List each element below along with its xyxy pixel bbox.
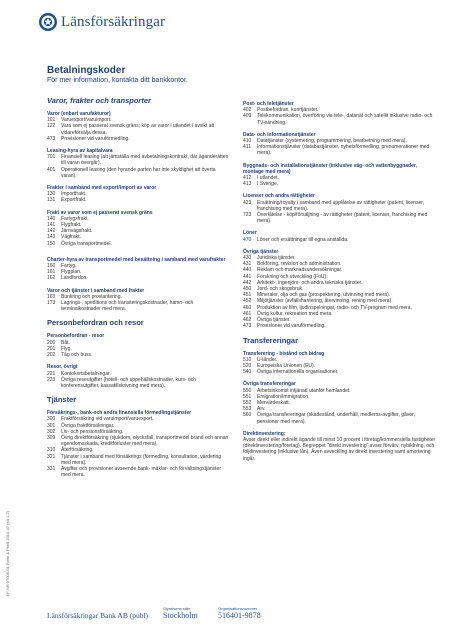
code-description: Överlåtelse - köp/försäljning - av rättigheter (patent, licenser, franchising med mera). [257, 212, 428, 225]
group-title: Övriga tjänster [243, 248, 279, 255]
code-number: 173 [47, 300, 56, 307]
document-id: LF-NR 57006-01 Form & Profil 2010-07 (ed 1.2) [5, 511, 10, 596]
group-title: Direktinvestering: [243, 430, 286, 437]
section-title-services: Tjänster [47, 395, 77, 405]
code-description: Emigration/immigration. [257, 393, 310, 400]
code-group [47, 148, 232, 179]
code-description: Arv. [257, 406, 266, 413]
group-title: Post- och teletjänster [243, 101, 294, 107]
code-group [243, 132, 438, 157]
code-row [47, 435, 232, 447]
code-number: 550 [243, 387, 252, 394]
code-number: 540 [243, 369, 252, 376]
code-number: 473 [47, 135, 56, 142]
code-number: 201 [47, 345, 56, 352]
right-column [243, 101, 438, 468]
group-title: Löner [243, 230, 257, 237]
code-description: Järnvägsfrakt. [61, 228, 93, 235]
code-number: 302 [47, 428, 56, 435]
code-number: 163 [47, 293, 56, 300]
code-number: 431 [243, 261, 252, 268]
code-description: Övrig kultur, rekreation med mera. [257, 310, 333, 317]
code-row [47, 197, 232, 203]
code-group [47, 333, 232, 358]
code-description: Jord- och skogsbruk. [257, 286, 304, 293]
code-description: Arbetsinkomst intjänad utanför hemlandet. [257, 387, 351, 394]
group-title: Försäkrings-, bank-och andra finansiella förmedlingstjänster [47, 410, 192, 417]
code-description: Flygfrakt. [61, 222, 82, 229]
code-number: 331 [47, 465, 56, 472]
code-description: Liv- och pensionsförsäkring. [61, 428, 124, 435]
code-row [243, 181, 438, 187]
code-row [243, 113, 438, 125]
code-group [47, 364, 232, 389]
code-row [47, 275, 232, 281]
code-description: I utlandet. [257, 175, 279, 182]
code-description: Exportfrakt. [61, 197, 87, 204]
code-number: 410 [243, 138, 252, 145]
code-number: 409 [243, 113, 252, 120]
code-description: Fartygsfrakt. [61, 215, 89, 222]
code-description: Mervärdeskatt. [257, 399, 291, 406]
code-description: Bunkring och proviantering. [61, 293, 122, 300]
code-number: 423 [243, 199, 252, 206]
code-description: Provisioner vid varuförmedling. [257, 323, 326, 330]
section-title-goods: Varor, frakter och transporter [47, 96, 151, 105]
group-title: Resor, övrigt [47, 364, 78, 371]
left-column [47, 96, 232, 484]
code-number: 140 [47, 215, 56, 222]
code-row [47, 377, 232, 389]
group-title: Data- och informationstjänster [243, 131, 316, 138]
code-description: Produktion av film, ljudinspelningar, radio- och TV-program med mera. [257, 304, 412, 311]
code-description: Ersättning/royalty i samband med upplåtelse av rättigheter (patent, licenser, franchising med mera). [257, 199, 425, 212]
code-row [243, 200, 438, 212]
code-row [47, 466, 232, 478]
code-row [243, 323, 438, 329]
group-title: Personbefordran - resor [47, 333, 105, 340]
code-description: Flygplan. [61, 269, 82, 276]
code-row [47, 241, 232, 247]
code-group [243, 431, 438, 462]
code-row [243, 412, 438, 424]
code-number: 450 [243, 286, 252, 293]
code-number: 412 [243, 175, 252, 182]
code-group [243, 101, 438, 126]
brand-logo [38, 12, 165, 32]
footer-org [218, 606, 261, 620]
code-number: 440 [243, 267, 252, 274]
code-description: U-länder. [257, 356, 278, 363]
code-description: Bokföring, revision och administration. [257, 261, 342, 268]
code-row [47, 136, 232, 142]
code-description: Reklam och marknadsundersökningar. [257, 267, 343, 274]
code-number: 402 [243, 107, 252, 114]
brand-name: Länsförsäkringar [61, 13, 166, 30]
code-description: Fartyg. [61, 263, 77, 270]
page-title: Betalningskoder [47, 65, 126, 76]
code-number: 200 [47, 339, 56, 346]
code-row [243, 144, 438, 156]
footer-org-label: Organisationsnummer [218, 606, 258, 611]
code-description: I Sverige. [257, 181, 279, 188]
code-description: Övriga reseutgifter (hotell- och uppehällskostnader, kurs- och konferensutgifter, kassatillskrivning med mera). [61, 376, 197, 389]
code-number: 552 [243, 399, 252, 406]
code-group [47, 210, 232, 247]
code-number: 141 [47, 222, 56, 229]
code-number: 462 [243, 317, 252, 324]
code-row [47, 352, 232, 358]
code-number: 413 [243, 181, 252, 188]
code-row [47, 154, 232, 166]
group-title: Varor (enbart varufakturor) [47, 111, 111, 117]
footer-seat-value: Stockholm [163, 611, 198, 620]
group-title: Byggnads- och installationstjänster (inklusive väg- och vattenbyggnader, montage med mera) [243, 162, 417, 175]
footer-seat-label: Styrelsens säte [163, 606, 191, 611]
code-number: 473 [243, 323, 252, 330]
code-number: 401 [47, 166, 56, 173]
code-number: 430 [243, 255, 252, 262]
code-number: 150 [47, 240, 56, 247]
page-subtitle: För mer information, kontakta ditt bankkontor. [47, 77, 188, 84]
group-title: Transferering - bistånd och bidrag [243, 350, 325, 357]
code-number: 470 [243, 236, 252, 243]
code-row [243, 237, 438, 243]
code-description: Övriga tjänster. [257, 317, 291, 324]
group-title: Frakter i samband med export/import av varor [47, 185, 157, 192]
code-group [243, 193, 438, 224]
code-description: Övriga internationella organisationer. [257, 369, 339, 376]
code-description: Datatjänster (systemering, programmering, bearbetning med mera). [257, 138, 407, 145]
code-group [47, 257, 232, 282]
code-description: Forskning och utveckling (FoU). [257, 273, 328, 280]
footer-company: Länsförsäkringar Bank AB (publ) [47, 611, 149, 620]
code-number: 202 [47, 352, 56, 359]
code-number: 221 [47, 370, 56, 377]
code-description: Övriga transfereringar (skadestånd, underhåll, medlems-avgifter, gåvor, pensioner med mera). [257, 412, 415, 425]
code-group [47, 185, 232, 204]
code-group [243, 163, 438, 188]
code-row [243, 212, 438, 224]
group-title: Frakt av varor som ej passerat svensk gräns [47, 209, 153, 216]
code-description: Varuexport/varuimport. [61, 117, 112, 124]
code-number: 560 [243, 412, 252, 419]
code-description: Flyg. [61, 345, 72, 352]
code-group [243, 249, 438, 330]
code-group [243, 351, 438, 376]
code-description: Övrig direktförsäkring (sjukdom, olycksfall, transportmedel brand och annan egendomsskada, kreditförluster med mera). [61, 434, 229, 448]
section-title-transfers: Transfereringar [243, 335, 299, 345]
code-number: 551 [243, 393, 252, 400]
code-description: Kontokortsbetalningar. [61, 370, 111, 377]
paragraph [243, 437, 438, 462]
code-number: 122 [47, 123, 56, 130]
code-description: Miljötjänster (avfallshantering, återvinning, rening med mera). [257, 298, 393, 305]
code-description: Vara som ej passerat svensk gräns; köp av varor i utlandet i avsikt att vidareförsälja dessa. [61, 123, 215, 136]
code-description: Båt. [61, 339, 70, 346]
code-number: 300 [47, 416, 56, 423]
code-number: 142 [47, 228, 56, 235]
group-title: Varor och tjänster i samband med frakter [47, 287, 145, 294]
code-number: 162 [47, 275, 56, 282]
code-description: Vägfrakt. [61, 234, 82, 241]
footer-seat [163, 606, 198, 620]
code-number: 460 [243, 304, 252, 311]
code-number: 452 [243, 298, 252, 305]
code-number: 520 [243, 362, 252, 369]
code-description: Postbefordran, kurirtjänster. [257, 107, 319, 114]
code-description: Fraktförsäkring vid varuimport/varuexport. [61, 416, 154, 423]
section-title-travel: Personbefordran och resor [47, 318, 144, 328]
code-number: 130 [47, 191, 56, 198]
code-number: 553 [243, 406, 252, 413]
code-number: 223 [47, 376, 56, 383]
code-description: Mineraler, olja och gas (prospektering, utvinning med mera). [257, 292, 391, 299]
code-row [47, 300, 232, 312]
code-description: Tjänster i samband med fönsäkrings (förmedling, konsultation, värdering med mera). [61, 453, 222, 466]
footer-org-value: 516401-9878 [218, 611, 261, 620]
code-row [47, 454, 232, 466]
code-group [243, 381, 438, 424]
code-description: Återförsäkring. [61, 447, 94, 454]
code-number: 441 [243, 273, 252, 280]
code-description: Provisioner vid varuförmedling. [61, 135, 130, 142]
code-description: Tåg och buss. [61, 352, 93, 359]
code-description: Europeiska Unionen (EU). [257, 362, 316, 369]
code-number: 101 [47, 117, 56, 124]
code-row [47, 123, 232, 135]
direct-investment-text: Avser direkt eller indirekt ägande till minst 10 procent i företag/kommersiella fastigheter (direktinvestering/företag). Begreppet "direkt investering" avser förvärv, nybildning, och följdinvestering (inklusive lån). Även avveckling av direkt investering samt amortering ingår. [243, 436, 436, 462]
code-group [243, 230, 438, 242]
code-number: 723 [243, 212, 252, 219]
code-description: Övriga fraktförsäkringar. [61, 422, 115, 429]
code-number: 451 [243, 292, 252, 299]
code-number: 143 [47, 234, 56, 241]
code-number: 301 [47, 422, 56, 429]
code-description: Löner och ersättningar till egna anställda. [257, 236, 349, 243]
code-row [47, 167, 232, 179]
code-description: Telekommunikation, överföring via tele-, datanät och satellit inklusive radio- och TV-sändning. [257, 113, 433, 126]
footer [0, 606, 453, 640]
code-description: Avgifter och provisioner avseende bank- mäklar- och förvaltningstjänster med mera. [61, 465, 221, 479]
code-description: Importfrakt. [61, 191, 87, 198]
code-description: Lagrings-, speditions och transiteringskostnader, hamn- och terminalkostnader med mera. [61, 300, 194, 313]
code-row [243, 369, 438, 375]
code-number: 161 [47, 269, 56, 276]
code-group [47, 111, 232, 142]
code-description: Operationell leasing (den hyrande parten har inte skyldighet att överta varan). [61, 166, 216, 179]
code-group [47, 288, 232, 313]
code-description: Övriga transportmedel. [61, 240, 112, 247]
code-number: 701 [47, 154, 56, 161]
code-number: 131 [47, 197, 56, 204]
code-number: 160 [47, 263, 56, 270]
code-description: Finansiell leasing (att jämställa med avbetalningskontrakt, där äganderätten till varan övergår). [61, 154, 229, 167]
code-number: 309 [47, 434, 56, 441]
code-number: 411 [243, 144, 251, 151]
code-number: 442 [243, 279, 252, 286]
code-description: Informationstjänster (databastjänster, nyhetsförmedling, prenumerationer med mera). [257, 144, 430, 157]
code-description: Juridiska tjänster. [257, 255, 296, 262]
code-description: Arkitekt-, ingenjörs- och andra tekniska tjänster. [257, 279, 363, 286]
code-description: Landfordon. [61, 275, 88, 282]
group-title: Övriga transfereringar [243, 381, 296, 388]
code-group [47, 410, 232, 478]
code-number: 461 [243, 310, 252, 317]
code-number: 510 [243, 356, 252, 363]
group-title: Charter-hyra av transportmedel med besättning i samband med varufrakter [47, 256, 226, 263]
group-title: Leasing-hyra av kapitalvara [47, 148, 113, 155]
brand-logo-icon [38, 12, 58, 32]
group-title: Licenser och andra rättigheter [243, 193, 315, 200]
code-number: 321 [47, 453, 56, 460]
code-number: 310 [47, 447, 56, 454]
